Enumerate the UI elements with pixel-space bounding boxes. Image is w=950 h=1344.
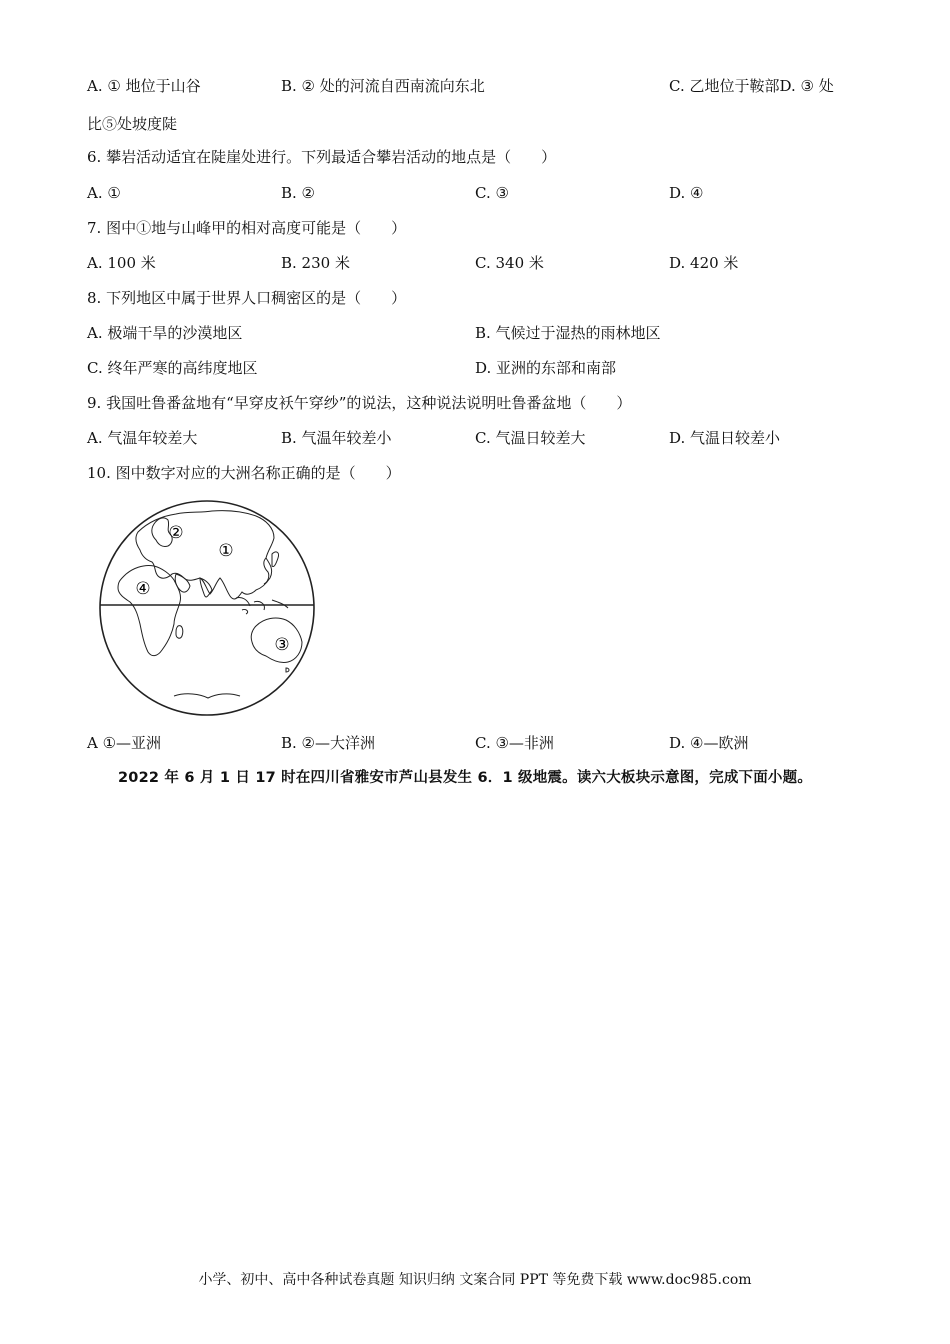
q8-option-c: C. 终年严寒的高纬度地区 xyxy=(87,359,258,377)
label-2 xyxy=(168,523,183,543)
q5-option-c-d: C. 乙地位于鞍部D. ③ 处 xyxy=(669,77,834,95)
q9-option-d: D. 气温日较差小 xyxy=(669,429,781,447)
globe-outline xyxy=(100,501,314,715)
q7-option-b: B. 230 米 xyxy=(281,254,350,272)
svg-text:③: ③ xyxy=(274,635,290,655)
q8-stem: 8. 下列地区中属于世界人口稠密区的是（ ） xyxy=(87,289,407,307)
q9-option-a: A. 气温年较差大 xyxy=(87,429,198,447)
q5-option-b: B. ② 处的河流自西南流向东北 xyxy=(281,77,485,95)
label-3 xyxy=(274,635,289,655)
q10-option-a: A ①—亚洲 xyxy=(87,734,162,752)
q8-option-a: A. 极端干旱的沙漠地区 xyxy=(87,324,243,342)
q6-option-c: C. ③ xyxy=(475,184,509,202)
q7-option-a: A. 100 米 xyxy=(87,254,156,272)
svg-text:①: ① xyxy=(218,541,234,561)
globe-map xyxy=(96,498,318,718)
q6-option-a: A. ① xyxy=(87,184,121,202)
q9-option-c: C. 气温日较差大 xyxy=(475,429,586,447)
q10-option-d: D. ④—欧洲 xyxy=(669,734,749,752)
q10-option-c: C. ③—非洲 xyxy=(475,734,554,752)
q5-option-a: A. ① 地位于山谷 xyxy=(87,77,201,95)
q7-option-d: D. 420 米 xyxy=(669,254,739,272)
q7-stem: 7. 图中①地与山峰甲的相对高度可能是（ ） xyxy=(87,219,407,237)
q9-option-b: B. 气温年较差小 xyxy=(281,429,392,447)
q6-stem: 6. 攀岩活动适宜在陡崖处进行。下列最适合攀岩活动的地点是（ ） xyxy=(87,148,557,166)
section-intro: 2022 年 6 月 1 日 17 时在四川省雅安市芦山县发生 6．1 级地震。读六大板块示意图，完成下面小题。 xyxy=(118,770,813,786)
q5-option-d-continued: 比⑤处坡度陡 xyxy=(87,115,178,133)
svg-text:②: ② xyxy=(168,523,184,543)
label-1 xyxy=(218,541,233,561)
q8-option-d: D. 亚洲的东部和南部 xyxy=(475,359,617,377)
q6-option-d: D. ④ xyxy=(669,184,704,202)
q7-option-c: C. 340 米 xyxy=(475,254,544,272)
q9-stem: 9. 我国吐鲁番盆地有“早穿皮袄午穿纱”的说法，这种说法说明吐鲁番盆地（ ） xyxy=(87,394,632,412)
q10-stem: 10. 图中数字对应的大洲名称正确的是（ ） xyxy=(87,464,401,482)
q8-option-b: B. 气候过于湿热的雨林地区 xyxy=(475,324,661,342)
label-4 xyxy=(135,579,150,599)
q6-option-b: B. ② xyxy=(281,184,316,202)
page-footer: 小学、初中、高中各种试卷真题 知识归纳 文案合同 PPT 等免费下载 www.doc985.com xyxy=(198,1272,752,1288)
q10-option-b: B. ②—大洋洲 xyxy=(281,734,376,752)
svg-text:④: ④ xyxy=(135,579,151,599)
